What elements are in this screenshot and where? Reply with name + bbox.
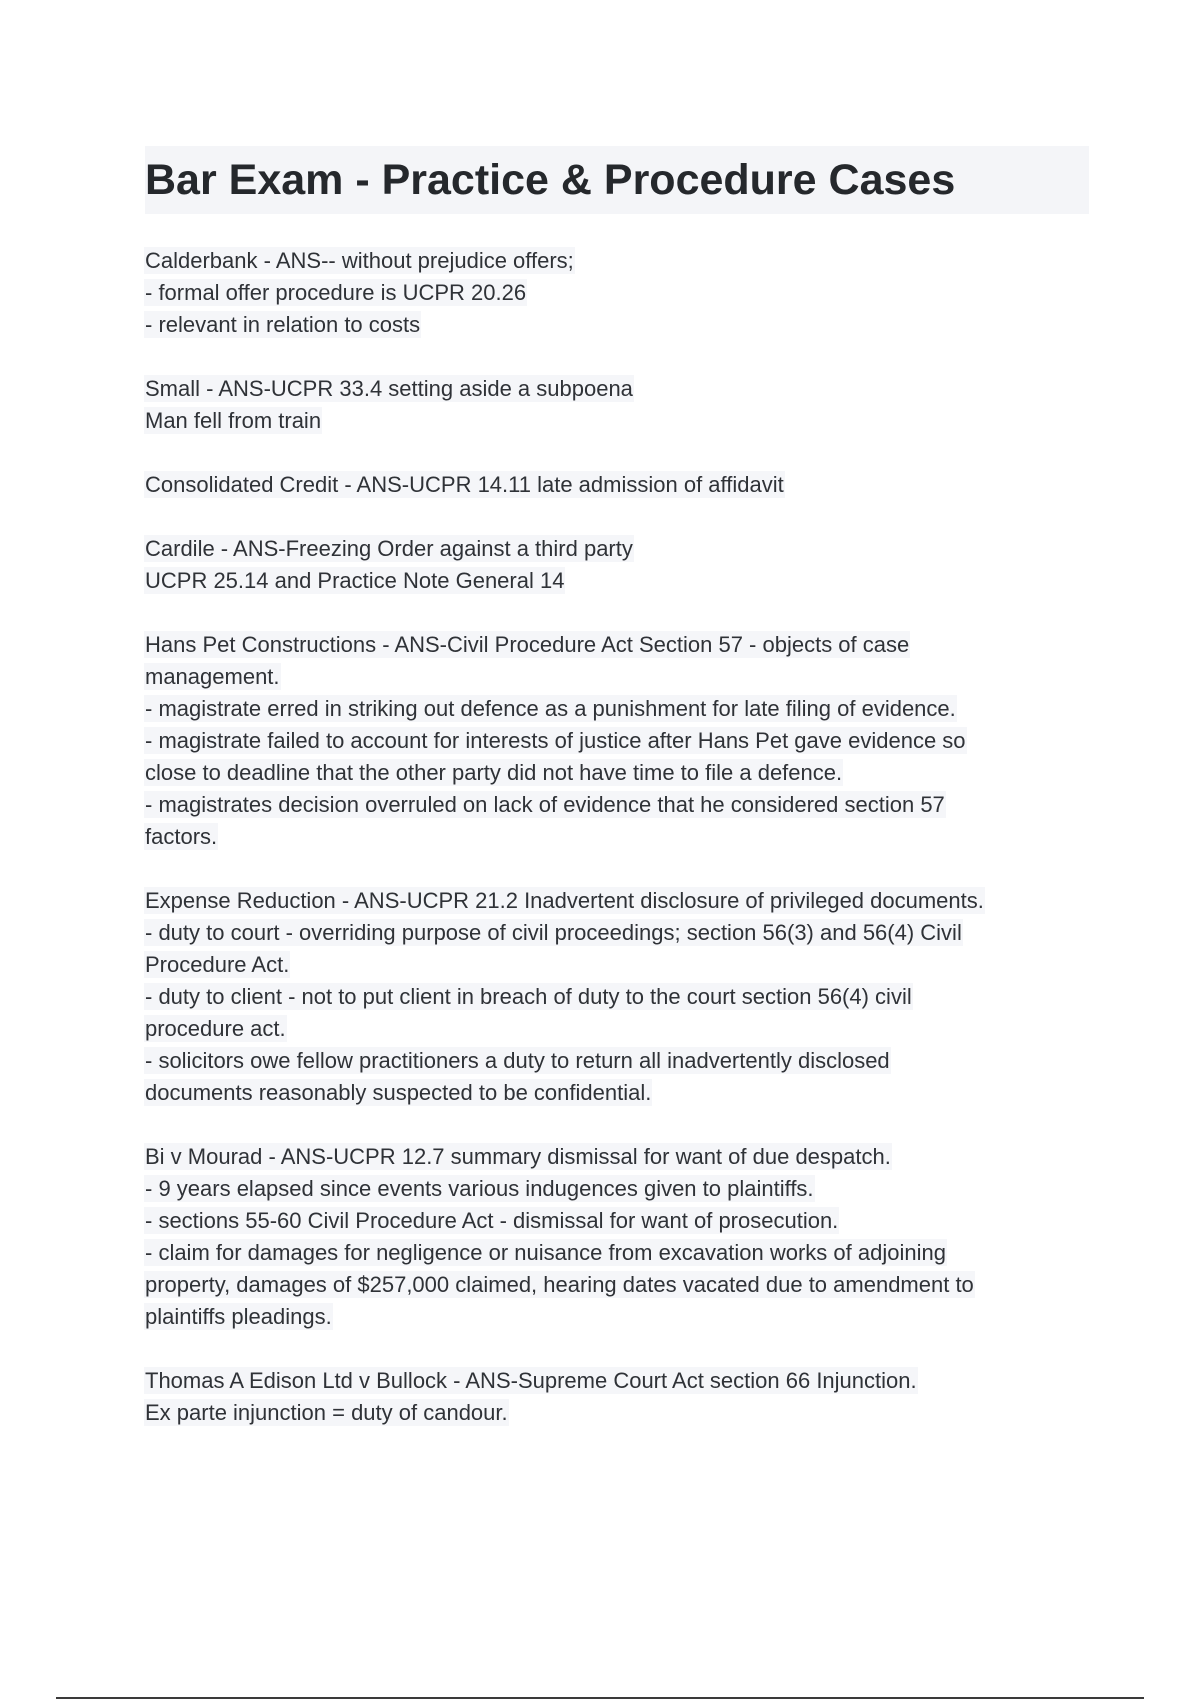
case-entry — [145, 373, 1085, 437]
case-line-text: Consolidated Credit - ANS-UCPR 14.11 late admission of affidavit — [145, 472, 784, 497]
case-entry — [145, 1141, 1085, 1333]
case-note-line — [145, 277, 1085, 309]
case-line-text: Small - ANS-UCPR 33.4 setting aside a subpoena — [145, 376, 633, 401]
case-note-line — [145, 405, 1085, 437]
case-line-text: factors. — [145, 824, 218, 849]
case-heading-line — [145, 469, 1085, 501]
case-entry — [145, 885, 1085, 1109]
case-entry — [145, 1365, 1085, 1429]
case-line-text: Hans Pet Constructions - ANS-Civil Procedure Act Section 57 - objects of case — [145, 632, 910, 657]
case-line-text: Ex parte injunction = duty of candour. — [145, 1400, 508, 1425]
case-line-text: - magistrate erred in striking out defence as a punishment for late filing of evidence. — [145, 696, 956, 721]
case-line-text: Expense Reduction - ANS-UCPR 21.2 Inadvertent disclosure of privileged documents. — [145, 888, 984, 913]
case-entry — [145, 245, 1085, 341]
case-line-text: - formal offer procedure is UCPR 20.26 — [145, 280, 527, 305]
case-heading-line — [145, 1365, 1085, 1397]
case-line-text: management. — [145, 664, 280, 689]
case-line-text: property, damages of $257,000 claimed, hearing dates vacated due to amendment to — [145, 1272, 974, 1297]
case-line-text: - solicitors owe fellow practitioners a duty to return all inadvertently disclosed — [145, 1048, 890, 1073]
case-note-line — [145, 1045, 1085, 1077]
case-heading-line — [145, 1141, 1085, 1173]
case-note-line — [145, 821, 1085, 853]
case-heading-line — [145, 629, 1085, 661]
case-heading-line — [145, 533, 1085, 565]
case-note-line — [145, 725, 1085, 757]
case-line-text: Man fell from train — [145, 408, 322, 433]
case-line-text: - relevant in relation to costs — [145, 312, 421, 337]
case-note-line — [145, 693, 1085, 725]
case-note-line — [145, 1237, 1085, 1269]
case-line-text: - claim for damages for negligence or nuisance from excavation works of adjoining — [145, 1240, 946, 1265]
case-line-text: Cardile - ANS-Freezing Order against a third party — [145, 536, 633, 561]
case-note-line — [145, 981, 1085, 1013]
case-line-text: - 9 years elapsed since events various indugences given to plaintiffs. — [145, 1176, 814, 1201]
case-note-line — [145, 1077, 1085, 1109]
case-line-text: - duty to client - not to put client in breach of duty to the court section 56(4) civil — [145, 984, 912, 1009]
page-title: Bar Exam - Practice & Procedure Cases — [145, 156, 956, 204]
case-line-text: Procedure Act. — [145, 952, 290, 977]
case-note-line — [145, 1397, 1085, 1429]
case-entry — [145, 469, 1085, 501]
case-heading-line — [145, 245, 1085, 277]
case-line-text: - magistrates decision overruled on lack of evidence that he considered section 57 — [145, 792, 945, 817]
case-line-text: close to deadline that the other party did not have time to file a defence. — [145, 760, 843, 785]
case-line-text: Thomas A Edison Ltd v Bullock - ANS-Supreme Court Act section 66 Injunction. — [145, 1368, 917, 1393]
case-note-line — [145, 757, 1085, 789]
case-line-text: Calderbank - ANS-- without prejudice offers; — [145, 248, 574, 273]
case-line-text: documents reasonably suspected to be confidential. — [145, 1080, 652, 1105]
case-entry — [145, 629, 1085, 853]
case-heading-line — [145, 373, 1085, 405]
case-note-line — [145, 1173, 1085, 1205]
case-note-line — [145, 1301, 1085, 1333]
case-line-text: UCPR 25.14 and Practice Note General 14 — [145, 568, 565, 593]
case-entry — [145, 533, 1085, 597]
case-list — [145, 245, 1085, 1461]
case-note-line — [145, 949, 1085, 981]
case-heading-line — [145, 885, 1085, 917]
case-note-line — [145, 917, 1085, 949]
case-note-line — [145, 309, 1085, 341]
case-line-text: Bi v Mourad - ANS-UCPR 12.7 summary dismissal for want of due despatch. — [145, 1144, 891, 1169]
case-line-text: - duty to court - overriding purpose of civil proceedings; section 56(3) and 56(4) Civil — [145, 920, 962, 945]
case-note-line — [145, 1013, 1085, 1045]
case-line-text: - magistrate failed to account for interests of justice after Hans Pet gave evidence so — [145, 728, 966, 753]
case-note-line — [145, 1269, 1085, 1301]
case-note-line — [145, 661, 1085, 693]
case-note-line — [145, 565, 1085, 597]
case-line-text: plaintiffs pleadings. — [145, 1304, 332, 1329]
footer-divider — [56, 1697, 1144, 1699]
case-line-text: - sections 55-60 Civil Procedure Act - dismissal for want of prosecution. — [145, 1208, 839, 1233]
case-line-text: procedure act. — [145, 1016, 286, 1041]
case-note-line — [145, 789, 1085, 821]
case-note-line — [145, 1205, 1085, 1237]
